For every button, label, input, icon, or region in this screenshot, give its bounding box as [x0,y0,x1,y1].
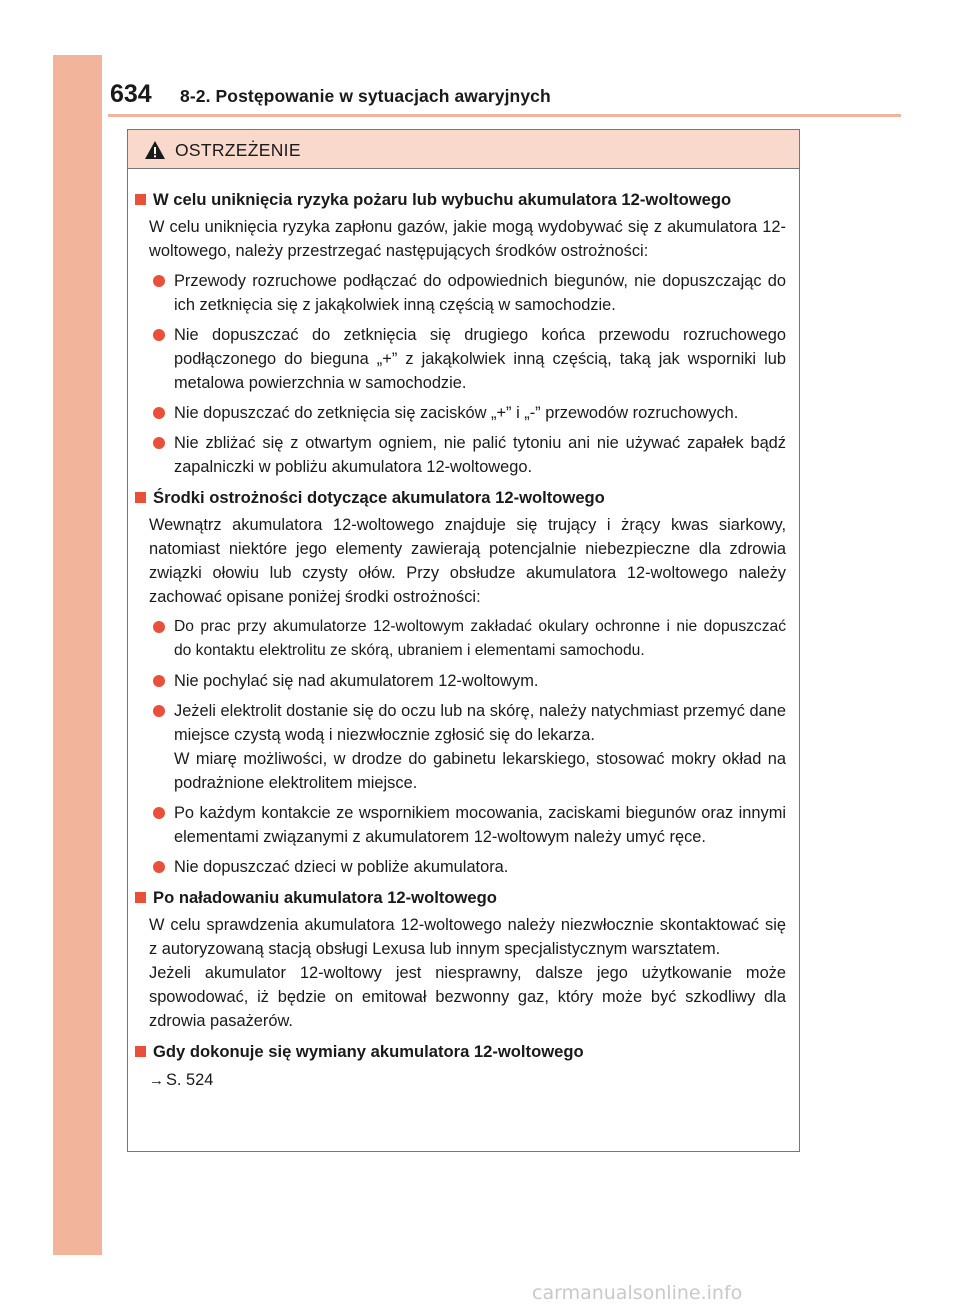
bullet-dot-icon [153,329,165,341]
warning-header [128,130,799,169]
watermark: carmanualsonline.info [532,1282,743,1304]
section-heading: Po naładowaniu akumulatora 12-woltowego [128,887,799,908]
square-bullet-icon [135,492,146,503]
list-item: Nie dopuszczać do zetknięcia się zacisków „+” i „-” przewodów rozruchowych. [128,401,799,425]
list-item: Do prac przy akumulatorze 12-woltowym zakładać okulary ochronne i nie dopuszczać do kontaktu elektrolitu ze skórą, ubraniem i elementami samochodu. [128,615,799,663]
section-intro: W celu uniknięcia ryzyka zapłonu gazów, jakie mogą wydobywać się z akumulatora 12-woltowego, należy przestrzegać następujących środków ostrożności: [149,218,786,260]
arrow-right-icon: → [149,1072,164,1089]
page-reference[interactable]: → S. 524 [128,1068,799,1093]
bullet-dot-icon [153,407,165,419]
section-intro: Wewnątrz akumulatora 12-woltowego znajduje się trujący i żrący kwas siarkowy, natomiast niektóre jego elementy zawierają potencjalnie niebezpieczne dla zdrowia związki ołowiu lub czysty ołów. Przy obsłudze akumulatora 12-woltowego należy zachować opisane poniżej środki ostrożności: [149,516,786,606]
header-divider [108,114,901,117]
bullet-dot-icon [153,437,165,449]
square-bullet-icon [135,1046,146,1057]
square-bullet-icon [135,194,146,205]
chapter-side-band [53,55,102,1255]
list-item: Nie zbliżać się z otwartym ogniem, nie palić tytoniu ani nie używać zapałek bądź zapalniczki w pobliżu akumulatora 12-woltowego. [128,431,799,479]
warning-box [127,129,800,1152]
square-bullet-icon [135,892,146,903]
section-intro: W celu sprawdzenia akumulatora 12-woltowego należy niezwłocznie skontaktować się z autoryzowaną stacją obsługi Lexusa lub innym specjalistycznym warsztatem. [149,916,786,958]
section-title: 8-2. Postępowanie w sytuacjach awaryjnych [180,86,551,106]
section-heading: Środki ostrożności dotyczące akumulatora 12-woltowego [128,487,799,508]
warning-content [128,169,799,1093]
bullet-dot-icon [153,621,165,633]
bullet-dot-icon [153,807,165,819]
warning-triangle-icon [144,140,166,160]
bullet-dot-icon [153,675,165,687]
section-heading: Gdy dokonuje się wymiany akumulatora 12-woltowego [128,1041,799,1062]
section-heading: W celu uniknięcia ryzyka pożaru lub wybuchu akumulatora 12-woltowego [128,189,799,210]
warning-label: OSTRZEŻENIE [175,140,301,160]
list-item: Nie pochylać się nad akumulatorem 12-woltowym. [128,669,799,693]
bullet-dot-icon [153,275,165,287]
section-note: Jeżeli akumulator 12-woltowy jest niesprawny, dalsze jego użytkowanie może spowodować, iż będzie on emitował bezwonny gaz, który może być szkodliwy dla zdrowia pasażerów. [149,964,786,1030]
list-item: Nie dopuszczać dzieci w pobliże akumulatora. [128,855,799,879]
list-item: Przewody rozruchowe podłączać do odpowiednich biegunów, nie dopuszczając do ich zetknięcia się z jakąkolwiek inną częścią w samochodzie. [128,269,799,317]
list-item: Nie dopuszczać do zetknięcia się drugiego końca przewodu rozruchowego podłączonego do bieguna „+” z jakąkolwiek inną częścią, taką jak wsporniki lub metalowa powierzchnia w samochodzie. [128,323,799,395]
list-item: Jeżeli elektrolit dostanie się do oczu lub na skórę, należy natychmiast przemyć dane miejsce czystą wodą i niezwłocznie zgłosić się do lekarza. W miarę możliwości, w drodze do gabinetu lekarskiego, stosować mokry okład na podrażnione elektrolitem miejsce. [128,699,799,795]
page-number: 634 [110,80,152,108]
bullet-dot-icon [153,861,165,873]
bullet-dot-icon [153,705,165,717]
list-item: Po każdym kontakcie ze wspornikiem mocowania, zaciskami biegunów oraz innymi elementami związanymi z akumulatorem 12-woltowym należy umyć ręce. [128,801,799,849]
